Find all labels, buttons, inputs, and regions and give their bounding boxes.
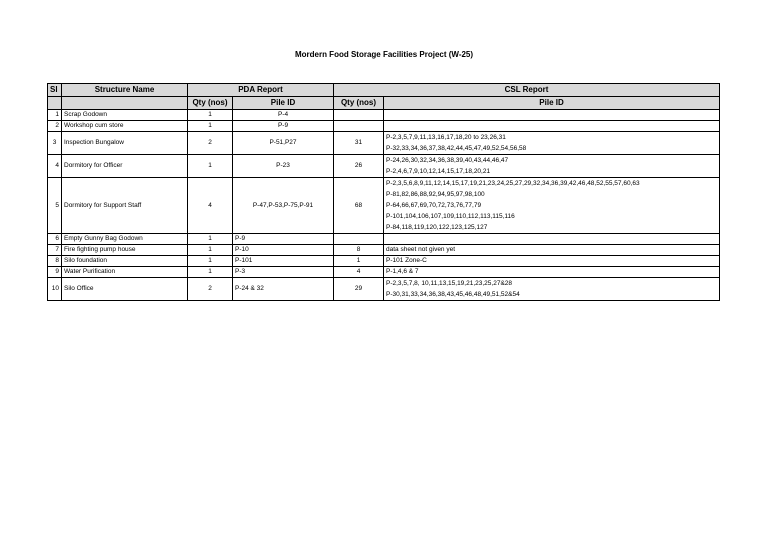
row-pda-qty: 1 bbox=[188, 121, 233, 132]
document-title: Mordern Food Storage Facilities Project (W-25) bbox=[294, 50, 474, 59]
table-row bbox=[48, 110, 720, 121]
row-csl-pile-id bbox=[384, 121, 720, 132]
row-si: 4 bbox=[48, 155, 62, 178]
row-csl-qty bbox=[334, 234, 384, 245]
header-si: Sl bbox=[48, 84, 62, 97]
table-row bbox=[48, 121, 720, 132]
row-structure-name: Workshop cum store bbox=[62, 121, 188, 132]
row-csl-pile-id bbox=[384, 234, 720, 245]
csl-pile-line: P-2,4,6,7,9,10,12,14,15,17,18,20,21 bbox=[386, 168, 491, 175]
row-pda-pile-id: P-51,P27 bbox=[233, 132, 334, 155]
row-pda-pile-id: P-4 bbox=[233, 110, 334, 121]
header-csl-report: CSL Report bbox=[334, 84, 720, 97]
row-pda-pile-id: P-3 bbox=[233, 267, 334, 278]
row-si: 5 bbox=[48, 178, 62, 234]
csl-pile-line: P-24,26,30,32,34,36,38,39,40,43,44,46,47 bbox=[386, 157, 509, 164]
subheader-pda-qty: Qty (nos) bbox=[188, 97, 233, 110]
table-row bbox=[48, 267, 720, 278]
pile-report-table bbox=[47, 83, 720, 301]
row-pda-qty: 2 bbox=[188, 278, 233, 301]
subheader-csl-pile-id: Pile ID bbox=[384, 97, 720, 110]
row-pda-qty: 1 bbox=[188, 267, 233, 278]
row-structure-name: Silo Office bbox=[62, 278, 188, 301]
table-row bbox=[48, 256, 720, 267]
row-pda-pile-id: P-10 bbox=[233, 245, 334, 256]
row-structure-name: Water Purification bbox=[62, 267, 188, 278]
table-row bbox=[48, 278, 720, 301]
csl-pile-line: P-81,82,86,88,92,94,95,97,98,100 bbox=[386, 191, 485, 198]
row-si: 2 bbox=[48, 121, 62, 132]
subheader-pda-pile-id: Pile ID bbox=[233, 97, 334, 110]
row-structure-name: Empty Gunny Bag Godown bbox=[62, 234, 188, 245]
row-si: 8 bbox=[48, 256, 62, 267]
subheader-blank-structure bbox=[62, 97, 188, 110]
row-pda-qty: 1 bbox=[188, 234, 233, 245]
row-csl-pile-id bbox=[384, 278, 720, 301]
row-csl-pile-id bbox=[384, 155, 720, 178]
row-structure-name: Dormitory for Officer bbox=[62, 155, 188, 178]
row-pda-qty: 1 bbox=[188, 110, 233, 121]
csl-pile-line: P-2,3,5,7,9,11,13,16,17,18,20 to 23,26,31 bbox=[386, 134, 506, 141]
row-csl-pile-id bbox=[384, 110, 720, 121]
row-csl-qty: 26 bbox=[334, 155, 384, 178]
row-pda-qty: 4 bbox=[188, 178, 233, 234]
row-csl-qty: 29 bbox=[334, 278, 384, 301]
row-si: 10 bbox=[48, 278, 62, 301]
table-row bbox=[48, 234, 720, 245]
row-pda-pile-id: P-9 bbox=[233, 234, 334, 245]
csl-pile-line: P-30,31,33,34,36,38,43,45,46,48,49,51,52&54 bbox=[386, 291, 520, 298]
row-pda-pile-id: P-101 bbox=[233, 256, 334, 267]
csl-pile-line: P-84,118,119,120,122,123,125,127 bbox=[386, 224, 488, 231]
row-pda-qty: 1 bbox=[188, 155, 233, 178]
csl-pile-line: P-64,66,67,69,70,72,73,76,77,79 bbox=[386, 202, 482, 209]
csl-pile-line: P-2,3,5,7,8, 10,11,13,15,19,21,23,25,27&28 bbox=[386, 280, 513, 287]
csl-pile-line: P-32,33,34,36,37,38,42,44,45,47,49,52,54,56,58 bbox=[386, 145, 527, 152]
row-pda-pile-id: P-9 bbox=[233, 121, 334, 132]
csl-pile-line: P-2,3,5,6,8,9,11,12,14,15,17,19,21,23,24,25,27,29,32,34,36,39,42,46,48,52,55,57,60,63 bbox=[386, 180, 640, 187]
row-structure-name: Silo foundation bbox=[62, 256, 188, 267]
row-csl-pile-id: P-101 Zone-C bbox=[384, 256, 720, 267]
row-csl-qty: 68 bbox=[334, 178, 384, 234]
row-csl-qty bbox=[334, 110, 384, 121]
row-structure-name: Scrap Godown bbox=[62, 110, 188, 121]
row-pda-qty: 1 bbox=[188, 256, 233, 267]
row-csl-qty: 4 bbox=[334, 267, 384, 278]
row-csl-qty bbox=[334, 121, 384, 132]
row-pda-qty: 2 bbox=[188, 132, 233, 155]
row-si: 7 bbox=[48, 245, 62, 256]
header-pda-report: PDA Report bbox=[188, 84, 334, 97]
row-csl-pile-id bbox=[384, 178, 720, 234]
row-si: 3 bbox=[48, 132, 62, 155]
row-structure-name: Dormitory for Support Staff bbox=[62, 178, 188, 234]
row-pda-qty: 1 bbox=[188, 245, 233, 256]
row-structure-name: Fire fighting pump house bbox=[62, 245, 188, 256]
row-si: 9 bbox=[48, 267, 62, 278]
row-csl-pile-id: P-1,4,6 & 7 bbox=[384, 267, 720, 278]
row-csl-qty: 31 bbox=[334, 132, 384, 155]
row-structure-name: Inspection Bungalow bbox=[62, 132, 188, 155]
row-pda-pile-id: P-24 & 32 bbox=[233, 278, 334, 301]
row-pda-pile-id: P-23 bbox=[233, 155, 334, 178]
row-csl-pile-id bbox=[384, 132, 720, 155]
subheader-blank-si bbox=[48, 97, 62, 110]
row-si: 6 bbox=[48, 234, 62, 245]
table-row bbox=[48, 132, 720, 155]
header-structure-name: Structure Name bbox=[62, 84, 188, 97]
csl-pile-line: P-101,104,106,107,109,110,112,113,115,116 bbox=[386, 213, 515, 220]
subheader-csl-qty: Qty (nos) bbox=[334, 97, 384, 110]
row-csl-pile-id: data sheet not given yet bbox=[384, 245, 720, 256]
row-si: 1 bbox=[48, 110, 62, 121]
table-row bbox=[48, 245, 720, 256]
row-csl-qty: 8 bbox=[334, 245, 384, 256]
table-row bbox=[48, 178, 720, 234]
row-pda-pile-id: P-47,P-53,P-75,P-91 bbox=[233, 178, 334, 234]
row-csl-qty: 1 bbox=[334, 256, 384, 267]
table-row bbox=[48, 155, 720, 178]
